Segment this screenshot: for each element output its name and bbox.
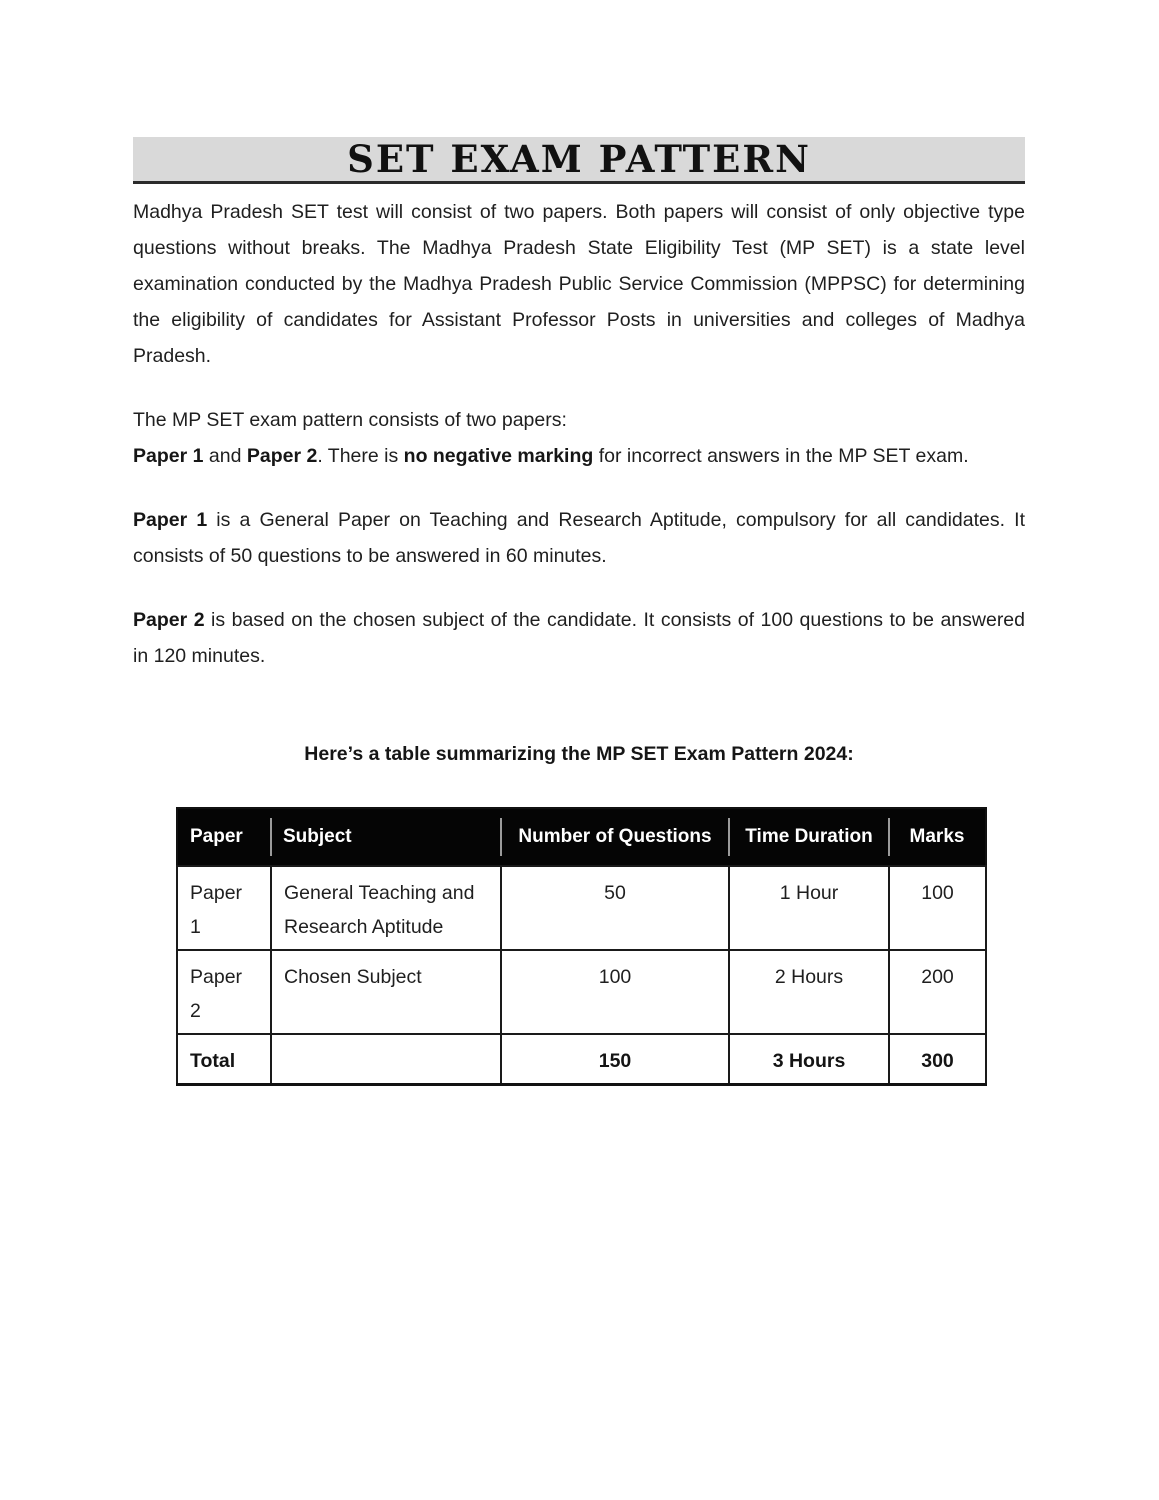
pattern-paragraph [133,402,1025,474]
table-caption: Here’s a table summarizing the MP SET Exam Pattern 2024: [304,743,854,765]
cell-paper: Paper 2 [177,950,271,1034]
table-row [177,866,986,950]
cell-duration: 2 Hours [729,950,889,1034]
table-row-total [177,1034,986,1085]
table-row [177,950,986,1034]
cell-questions: 100 [501,950,729,1034]
header-marks: Marks [889,808,986,866]
cell-paper: Total [177,1034,271,1085]
title-bar [133,137,1025,184]
header-number-of-questions: Number of Questions [501,808,729,866]
pattern-bold-paper1: Paper 1 [133,445,204,467]
cell-subject: General Teaching and Research Aptitude [271,866,501,950]
cell-subject: Chosen Subject [271,950,501,1034]
pattern-text1: and [203,445,247,467]
paper2-paragraph [133,602,1025,674]
paper1-text: is a General Paper on Teaching and Research Aptitude, compulsory for all candidates. It consists of 50 questions to be answered in 60 minutes. [133,509,1025,567]
document-content [133,137,1025,1086]
cell-questions: 50 [501,866,729,950]
pattern-bold-no-negative-marking: no negative marking [403,445,594,467]
header-subject: Subject [271,808,501,866]
table-header-row [177,808,986,866]
cell-marks: 300 [889,1034,986,1085]
paper1-bold-label: Paper 1 [133,509,208,531]
cell-marks: 100 [889,866,986,950]
pattern-bold-paper2: Paper 2 [246,445,318,467]
cell-marks: 200 [889,950,986,1034]
table-body [177,866,986,1085]
cell-duration: 1 Hour [729,866,889,950]
exam-pattern-table [176,807,987,1086]
page-title: SET EXAM PATTERN [347,136,811,181]
cell-questions: 150 [501,1034,729,1085]
header-paper: Paper [177,808,271,866]
intro-text: Madhya Pradesh SET test will consist of two papers. Both papers will consist of only objective type questions without breaks. The Madhya Pradesh State Eligibility Test (MP SET) is a state level examination conducted by the Madhya Pradesh Public Service Commission (MPPSC) for determining the eligibility of candidates for Assistant Professor Posts in universities and colleges of Madhya Pradesh. [133,201,1025,367]
table-header [177,808,986,866]
cell-subject [271,1034,501,1085]
header-time-duration: Time Duration [729,808,889,866]
paper2-text: is based on the chosen subject of the candidate. It consists of 100 questions to be answered in 120 minutes. [133,609,1026,667]
cell-duration: 3 Hours [729,1034,889,1085]
pattern-text2: . There is [317,445,404,467]
paper2-bold-label: Paper 2 [133,609,205,631]
intro-paragraph [133,194,1025,374]
cell-paper: Paper 1 [177,866,271,950]
paper1-paragraph [133,502,1025,574]
pattern-line1: The MP SET exam pattern consists of two papers: [133,409,567,431]
pattern-text3: for incorrect answers in the MP SET exam. [593,445,969,467]
